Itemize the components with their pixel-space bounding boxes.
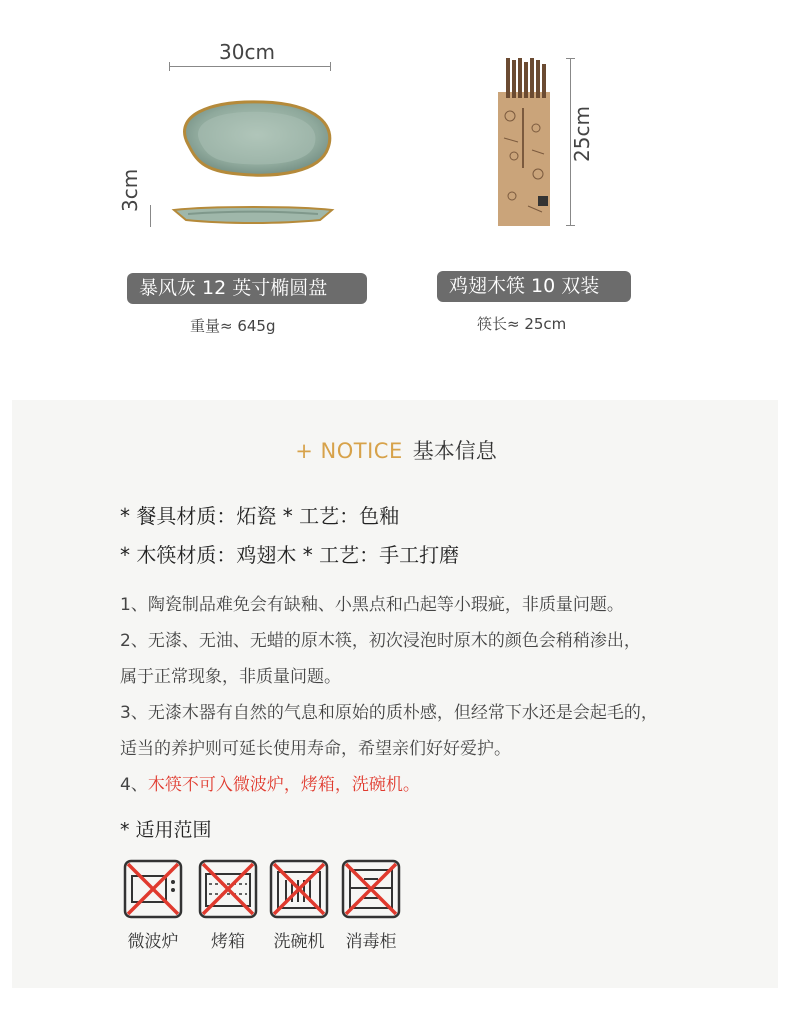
notice-item-4 [120, 770, 420, 795]
scope-title: * 适用范围 [120, 819, 212, 841]
chopsticks-package-image [498, 56, 554, 228]
dishwasher-label: 洗碗机 [273, 932, 325, 952]
plate-length-label: 30cm [219, 40, 275, 64]
microwave-label: 微波炉 [127, 932, 179, 952]
plate-height-label: 3cm [118, 168, 142, 212]
sterilizer-prohibited-icon [340, 858, 402, 920]
notice-item-3-cont: 适当的养护则可延长使用寿命，希望亲们好好爱护。 [120, 739, 511, 759]
microwave-prohibited-icon [122, 858, 184, 920]
notice-item-2-cont: 属于正常现象，非质量问题。 [120, 667, 341, 687]
notice-item-4-prefix: 4、 [120, 775, 148, 795]
plate-length-line [169, 66, 331, 67]
dishwasher-prohibited-icon [268, 858, 330, 920]
notice-item-3: 3、无漆木器有自然的气息和原始的质朴感，但经常下水还是会起毛的， [120, 703, 658, 723]
chopsticks-name-badge: 鸡翅木筷 10 双装 [437, 271, 631, 302]
chopsticks-length-label: 25cm [570, 106, 594, 162]
oval-plate-top-image [168, 96, 338, 180]
notice-item-4-warning: 木筷不可入微波炉，烤箱，洗碗机。 [147, 775, 420, 795]
oven-label: 烤箱 [211, 932, 245, 952]
material-attribute-wood: * 木筷材质：鸡翅木 * 工艺：手工打磨 [120, 543, 460, 567]
notice-title-en: + NOTICE [295, 439, 403, 463]
material-attribute-ceramic: * 餐具材质：炻瓷 * 工艺：色釉 [120, 504, 400, 528]
chopsticks-length-spec: 筷长≈ 25cm [477, 315, 567, 333]
notice-item-1: 1、陶瓷制品难免会有缺釉、小黑点和凸起等小瑕疵，非质量问题。 [120, 595, 624, 615]
oval-plate-side-image [170, 202, 336, 226]
plate-name-badge: 暴风灰 12 英寸椭圆盘 [127, 273, 367, 304]
notice-title-cn: 基本信息 [412, 439, 497, 463]
sterilizer-label: 消毒柜 [345, 932, 397, 952]
plate-weight: 重量≈ 645g [190, 317, 276, 335]
notice-header [0, 435, 792, 465]
oven-prohibited-icon [197, 858, 259, 920]
notice-item-2: 2、无漆、无油、无蜡的原木筷，初次浸泡时原木的颜色会稍稍渗出， [120, 631, 641, 651]
